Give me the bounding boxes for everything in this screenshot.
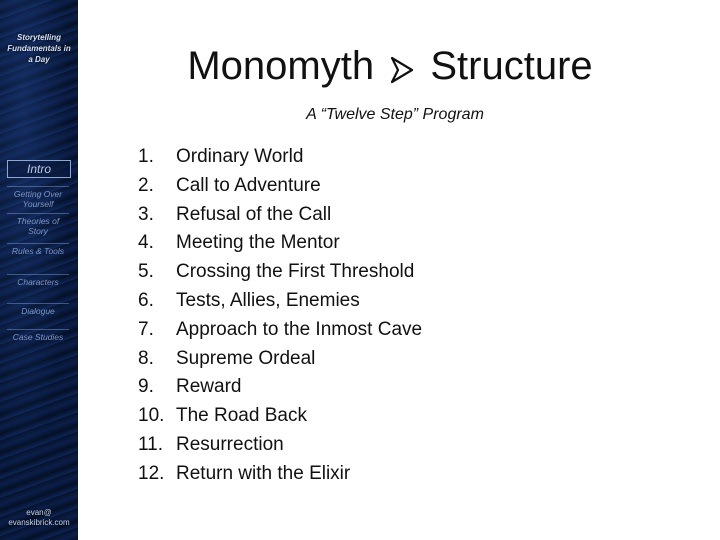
step-number: 6. [138,289,154,311]
step-item [118,229,422,258]
nav-item-intro[interactable] [7,160,71,178]
step-item [118,316,422,345]
step-number: 5. [138,261,154,283]
step-number: 9. [138,376,154,398]
step-number: 8. [138,347,154,369]
step-label: Call to Adventure [176,174,321,196]
nav-item-rules-tools[interactable] [7,243,69,256]
step-number: 12. [138,462,165,484]
step-number: 11. [138,433,164,455]
steps-list [118,143,422,489]
nav-item-label: Characters [17,277,59,287]
step-label: Crossing the First Threshold [176,261,415,283]
step-item [118,460,422,489]
step-item [118,143,422,172]
step-item [118,402,422,431]
nav-item-getting-over-yourself[interactable] [7,186,69,209]
step-item [118,201,422,230]
sidebar [0,0,78,540]
contact-line-1: evan@ [26,508,52,517]
nav-item-case-studies[interactable] [7,329,69,342]
step-item [118,258,422,287]
nav-item-label: Dialogue [21,306,55,316]
step-label: Ordinary World [176,146,304,167]
step-label: Approach to the Inmost Cave [176,318,423,340]
step-item [118,345,422,374]
nav-item-label: Theories of Story [16,216,60,236]
nav-item-characters[interactable] [7,274,69,287]
step-item [118,373,422,402]
step-label: Tests, Allies, Enemies [176,289,360,311]
slide-subtitle: A “Twelve Step” Program [306,106,484,123]
arrow-bullet-icon [389,50,415,80]
step-number: 1. [138,146,154,167]
nav-item-label: Intro [26,162,51,176]
step-number: 10. [138,405,165,427]
step-number: 3. [138,203,154,225]
step-label: Refusal of the Call [176,203,332,225]
step-number: 7. [138,318,154,340]
step-label: Return with the Elixir [176,462,351,484]
course-title: Storytelling Fundamentals in a Day [7,33,71,64]
nav-item-label: Rules & Tools [11,246,65,256]
slide-title [150,44,630,89]
step-label: Supreme Ordeal [176,347,316,369]
nav-item-theories-of-story[interactable] [7,213,69,236]
step-item [118,172,422,201]
nav-item-label: Case Studies [12,332,64,342]
contact-line-2: evanskibrick.com [8,518,70,527]
nav-item-dialogue[interactable] [7,303,69,316]
step-label: The Road Back [176,405,307,427]
contact-email[interactable] [2,508,76,528]
step-label: Resurrection [176,433,284,455]
step-label: Reward [176,376,242,398]
step-number: 2. [138,174,154,196]
step-item [118,431,422,460]
title-left: Monomyth [187,44,375,88]
step-item [118,287,422,316]
step-number: 4. [138,232,154,254]
step-label: Meeting the Mentor [176,232,340,254]
nav-item-label: Getting Over Yourself [13,189,63,209]
title-right: Structure [430,44,593,88]
